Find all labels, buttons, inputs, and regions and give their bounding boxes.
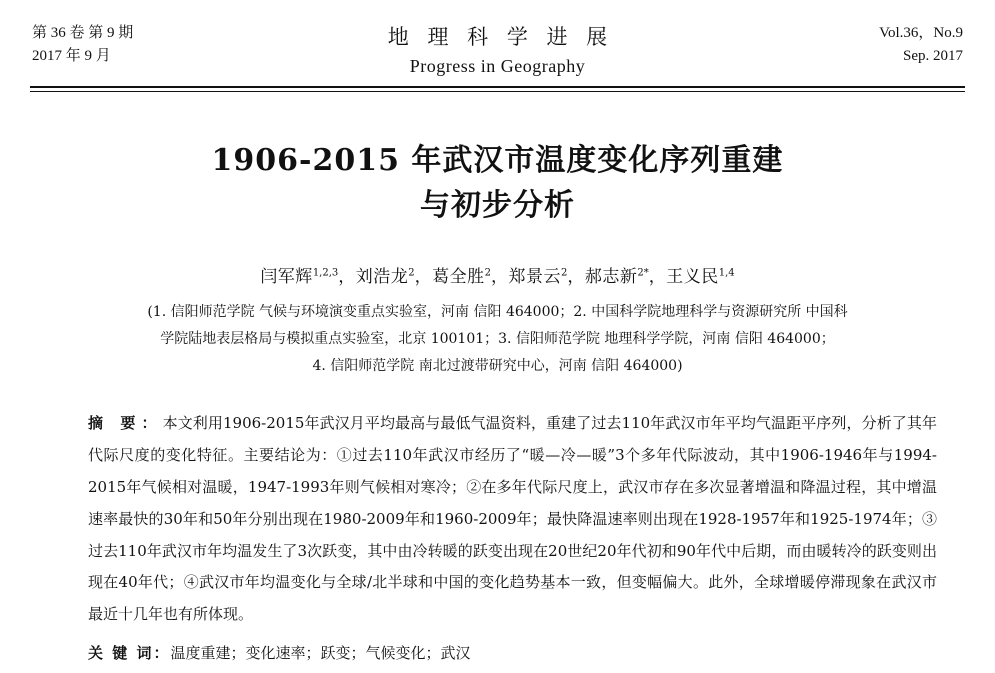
journal-title-en: Progress in Geography: [409, 55, 586, 76]
author-affiliation-marker: 2: [561, 266, 568, 278]
author-separator: ，: [338, 266, 356, 287]
abstract-section: [30, 408, 965, 631]
author-item: [666, 267, 734, 287]
affiliation-line: 4. 信阳师范学院 南北过渡带研究中心，河南 信阳 464000): [312, 358, 683, 375]
header-divider: [30, 86, 965, 92]
author-name: 王义民: [666, 266, 719, 287]
author-affiliation-marker: 1,4: [718, 266, 735, 278]
author-item: [509, 267, 568, 287]
publication-date-cn: 2017 年 9 月: [32, 48, 111, 65]
keywords-section: [30, 639, 965, 668]
keywords-label: 关 键 词：: [88, 643, 171, 662]
affiliation-line: 学院陆地表层格局与模拟重点实验室，北京 100101；3. 信阳师范学院 地理科学学院，河南 信阳 464000；: [160, 330, 835, 347]
author-name: 闫军辉: [260, 266, 313, 287]
volume-issue-cn: 第 36 卷 第 9 期: [32, 25, 134, 41]
author-item: [356, 267, 415, 287]
author-name: 刘浩龙: [355, 266, 409, 287]
masthead: [30, 22, 965, 77]
author-item: [585, 267, 649, 287]
article-title-line-2: 与初步分析: [420, 187, 575, 223]
journal-title-cn: 地 理 科 学 进 展: [387, 25, 614, 49]
author-separator: ，: [414, 266, 433, 287]
abstract-text: 本文利用1906-2015年武汉月平均最高与最低气温资料，重建了过去110年武汉市年平均气温距平序列，分析了其年代际尺度的变化特征。主要结论为：①过去110年武汉市经历了“暖—冷—暖”3个多年代际波动，其中1906-1946年与1994-2015年气候相对温暖，1947-1993年则气候相对寒冷；②在多年代际尺度上，武汉市存在多次显著增温和降温过程，其中增温速率最快的30年和50年分别出现在1980-2009年和1960-2009年；最快降温速率则出现在1928-1957年和1925-1974年；③过去110年武汉市年均温发生了3次跃变，其中由冷转暖的跃变出现在20世纪20年代初和90年代中后期，而由暖转冷的跃变则出现在40年代；④武汉市年均温变化与全球/北半球和中国的变化趋势基本一致，但变幅偏大。此外，全球增暖停滞现象在武汉市最近十几年也有所体现。: [88, 414, 937, 624]
masthead-left: [32, 22, 262, 69]
volume-issue-en: Vol.36，No.9: [879, 25, 963, 41]
author-name: 郝志新: [584, 266, 638, 287]
author-separator: ，: [567, 266, 585, 287]
masthead-center: [262, 22, 733, 77]
author-item: [432, 267, 491, 287]
author-list: [30, 262, 965, 287]
author-separator: ，: [491, 266, 509, 287]
author-separator: ，: [648, 266, 667, 287]
author-affiliation-marker: 2: [484, 266, 492, 278]
author-item: [260, 267, 338, 287]
publication-date-en: Sep. 2017: [903, 48, 963, 65]
author-affiliation-marker: 2: [408, 266, 415, 278]
author-name: 葛全胜: [432, 266, 485, 287]
masthead-right: [733, 22, 963, 69]
affiliation-list: [30, 299, 965, 381]
author-affiliation-marker: 1,2,3: [312, 266, 339, 278]
page-title: [30, 138, 965, 228]
abstract-label: 摘 要：: [88, 414, 163, 433]
author-name: 郑景云: [508, 266, 562, 287]
affiliation-line: (1. 信阳师范学院 气候与环境演变重点实验室，河南 信阳 464000；2. 中国科学院地理科学与资源研究所 中国科: [147, 303, 848, 320]
keywords-text: 温度重建；变化速率；跃变；气候变化；武汉: [170, 643, 471, 662]
article-title-line-1: 1906-2015 年武汉市温度变化序列重建: [211, 142, 784, 178]
author-affiliation-marker: 2*: [637, 266, 649, 278]
